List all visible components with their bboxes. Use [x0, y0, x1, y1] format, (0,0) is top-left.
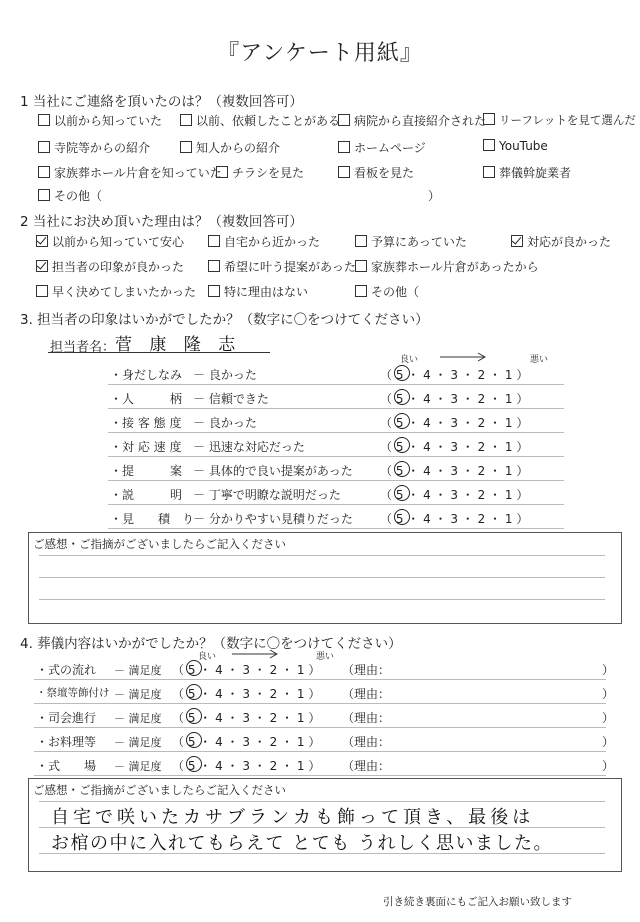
q4-comment-label: ご感想・ご指摘がございましたらご記入ください — [33, 783, 286, 797]
q1-option[interactable]: 以前から知っていた — [38, 112, 162, 129]
q1-option[interactable]: 葬儀斡旋業者 — [483, 164, 571, 181]
checkbox[interactable] — [208, 235, 220, 247]
q1-option[interactable]: リーフレットを見て選んだ — [483, 112, 636, 128]
q3-item-desc: － 具体的で良い提案があった — [193, 464, 353, 478]
q2-option[interactable]: 家族葬ホール片倉があったから — [355, 258, 539, 275]
q4-rating-scale[interactable]: （ 5 ・ 4 ・ 3 ・ 2 ・ 1 ） — [172, 735, 321, 749]
reason-label: （理由： — [342, 663, 391, 677]
q2-option[interactable]: 自宅から近かった — [208, 233, 320, 250]
q3-item-label: ・見 積 り — [110, 512, 195, 526]
checkbox[interactable] — [38, 141, 50, 153]
rating-circle-mark — [394, 509, 410, 525]
comment-line — [39, 801, 605, 802]
q3-good-label: 良い — [400, 355, 419, 365]
q1-option[interactable]: 病院から直接紹介された — [338, 112, 486, 129]
arrow-right-icon — [232, 649, 280, 659]
row-divider — [34, 775, 606, 776]
checkbox[interactable] — [208, 260, 220, 272]
staff-name-label: 担当者名： — [50, 340, 116, 355]
rating-circle-mark — [394, 365, 410, 381]
checkbox[interactable] — [338, 141, 350, 153]
checkbox[interactable] — [216, 166, 228, 178]
checkbox[interactable] — [483, 113, 495, 125]
q4-satisfaction: － 満足度 — [114, 760, 162, 773]
rating-circle-mark — [394, 389, 410, 405]
row-divider — [34, 751, 606, 752]
q4-satisfaction: － 満足度 — [114, 736, 162, 749]
q3-item-desc: － 迅速な対応だった — [193, 440, 305, 454]
footer-note: 引き続き裏面にもご記入お願い致します — [383, 896, 572, 908]
checkbox[interactable] — [483, 139, 495, 151]
q4-item-label: ・司会進行 — [36, 711, 97, 725]
checkbox-checked[interactable] — [36, 235, 48, 247]
q3-comment-box[interactable] — [28, 532, 622, 624]
checkbox[interactable] — [355, 285, 367, 297]
checkbox[interactable] — [180, 114, 192, 126]
q4-good-label: 良い — [198, 652, 217, 662]
q4-item-label: ・祭壇等飾付け — [36, 687, 110, 699]
rating-circle-mark — [394, 485, 410, 501]
q1-option-other[interactable]: その他（ — [38, 187, 102, 204]
checkbox[interactable] — [338, 114, 350, 126]
q3-item-label: ・説 明 — [110, 488, 183, 502]
q3-bad-label: 悪い — [530, 355, 549, 365]
q4-rating-scale[interactable]: （ 5 ・ 4 ・ 3 ・ 2 ・ 1 ） — [172, 759, 321, 773]
row-divider — [108, 528, 564, 529]
reason-close: ） — [602, 759, 615, 773]
row-divider — [108, 384, 564, 385]
q4-item-label: ・式の流れ — [36, 663, 97, 677]
q2-option[interactable]: 対応が良かった — [511, 233, 611, 250]
reason-label: （理由： — [342, 687, 391, 701]
q3-item-desc: － 丁寧で明瞭な説明だった — [193, 488, 341, 502]
comment-line — [39, 853, 605, 854]
rating-circle-mark — [394, 437, 410, 453]
checkbox-checked[interactable] — [511, 235, 523, 247]
q4-rating-scale[interactable]: （ 5 ・ 4 ・ 3 ・ 2 ・ 1 ） — [172, 663, 321, 677]
rating-circle-mark — [394, 413, 410, 429]
q4-satisfaction: － 満足度 — [114, 688, 162, 701]
checkbox[interactable] — [338, 166, 350, 178]
q3-item-label: ・提 案 — [110, 464, 183, 478]
q1-option[interactable]: YouTube — [483, 139, 548, 153]
q1-option[interactable]: チラシを見た — [216, 164, 304, 181]
q3-rating-scale[interactable]: （ 5 ・ 4 ・ 3 ・ 2 ・ 1 ） — [380, 464, 529, 478]
checkbox[interactable] — [355, 260, 367, 272]
comment-line — [39, 599, 605, 600]
q2-option[interactable]: 以前から知っていて安心 — [36, 233, 184, 250]
checkbox[interactable] — [38, 166, 50, 178]
rating-circle-mark — [394, 461, 410, 477]
q2-option[interactable]: 早く決めてしまいたかった — [36, 283, 196, 300]
rating-circle-mark — [186, 732, 202, 748]
row-divider — [108, 456, 564, 457]
row-divider — [108, 408, 564, 409]
q3-item-desc: － 良かった — [193, 416, 257, 430]
comment-line — [39, 555, 605, 556]
q1-option[interactable]: 以前、依頼したことがある — [180, 112, 340, 129]
q3-comment-label: ご感想・ご指摘がございましたらご記入ください — [33, 537, 286, 551]
comment-line — [39, 827, 605, 828]
comment-line — [39, 577, 605, 578]
q3-rating-scale[interactable]: （ 5 ・ 4 ・ 3 ・ 2 ・ 1 ） — [380, 512, 529, 526]
reason-label: （理由： — [342, 711, 391, 725]
q1-option[interactable]: 知人からの紹介 — [180, 139, 280, 156]
q3-rating-scale[interactable]: （ 5 ・ 4 ・ 3 ・ 2 ・ 1 ） — [380, 368, 529, 382]
checkbox[interactable] — [355, 235, 367, 247]
checkbox[interactable] — [38, 189, 50, 201]
reason-close: ） — [602, 663, 615, 677]
checkbox-checked[interactable] — [36, 260, 48, 272]
rating-circle-mark — [186, 756, 202, 772]
q2-option-other[interactable]: その他（ — [355, 283, 419, 300]
q3-rating-scale[interactable]: （ 5 ・ 4 ・ 3 ・ 2 ・ 1 ） — [380, 488, 529, 502]
q4-heading: 4. 葬儀内容はいかがでしたか？（数字に〇をつけてください） — [20, 636, 402, 652]
row-divider — [108, 504, 564, 505]
reason-label: （理由： — [342, 759, 391, 773]
q4-rating-scale[interactable]: （ 5 ・ 4 ・ 3 ・ 2 ・ 1 ） — [172, 711, 321, 725]
q4-satisfaction: － 満足度 — [114, 712, 162, 725]
page-title: 『アンケート用紙』 — [217, 41, 423, 66]
q3-item-label: ・対 応 速 度 — [110, 440, 182, 454]
row-divider — [108, 480, 564, 481]
reason-close: ） — [602, 735, 615, 749]
checkbox[interactable] — [180, 141, 192, 153]
q4-item-label: ・お料理等 — [36, 735, 97, 749]
q3-rating-scale[interactable]: （ 5 ・ 4 ・ 3 ・ 2 ・ 1 ） — [380, 392, 529, 406]
row-divider — [34, 727, 606, 728]
q3-heading: 3. 担当者の印象はいかがでしたか？（数字に〇をつけてください） — [20, 312, 429, 328]
q3-item-label: ・身だしなみ — [110, 368, 183, 382]
q3-rating-scale[interactable]: （ 5 ・ 4 ・ 3 ・ 2 ・ 1 ） — [380, 440, 529, 454]
q2-heading: 2 当社にお決め頂いた理由は？（複数回答可） — [20, 214, 303, 230]
q4-item-label: ・式 場 — [36, 759, 97, 773]
staff-name-handwritten: 菅 康 隆 志 — [115, 335, 242, 355]
handwritten-comment-line-2: お棺の中に入れてもらえて とても うれしく思いました。 — [51, 833, 553, 854]
q3-rating-scale[interactable]: （ 5 ・ 4 ・ 3 ・ 2 ・ 1 ） — [380, 416, 529, 430]
rating-circle-mark — [186, 660, 202, 676]
reason-label: （理由： — [342, 735, 391, 749]
q1-other-close: ） — [428, 189, 441, 203]
arrow-right-icon — [440, 352, 488, 362]
q3-item-desc: － 分かりやすい見積りだった — [193, 512, 353, 526]
reason-close: ） — [602, 711, 615, 725]
checkbox[interactable] — [38, 114, 50, 126]
handwritten-comment-line-1: 自宅で咲いたカサブランカも飾って頂き、最後は — [51, 807, 535, 828]
checkbox[interactable] — [36, 285, 48, 297]
q2-option[interactable]: 希望に叶う提案があった — [208, 258, 356, 275]
q3-item-label: ・接 客 態 度 — [110, 416, 182, 430]
q1-option[interactable]: 寺院等からの紹介 — [38, 139, 150, 156]
q4-comment-box[interactable] — [28, 778, 622, 872]
q1-option[interactable]: ホームページ — [338, 139, 426, 156]
q3-item-label: ・人 柄 — [110, 392, 183, 406]
q2-option[interactable]: 特に理由はない — [208, 283, 308, 300]
q3-item-desc: － 信頼できた — [193, 392, 269, 406]
rating-circle-mark — [186, 708, 202, 724]
checkbox[interactable] — [483, 166, 495, 178]
rating-circle-mark — [186, 684, 202, 700]
q1-option[interactable]: 看板を見た — [338, 164, 414, 181]
q1-heading: 1 当社にご連絡を頂いたのは？（複数回答可） — [20, 94, 303, 110]
checkbox[interactable] — [208, 285, 220, 297]
q4-rating-scale[interactable]: （ 5 ・ 4 ・ 3 ・ 2 ・ 1 ） — [172, 687, 321, 701]
q2-option[interactable]: 担当者の印象が良かった — [36, 258, 184, 275]
staff-name-underline — [48, 352, 270, 353]
q1-option[interactable]: 家族葬ホール片倉を知っていた — [38, 164, 222, 181]
q2-option[interactable]: 予算にあっていた — [355, 233, 467, 250]
row-divider — [34, 703, 606, 704]
q4-bad-label: 悪い — [316, 652, 335, 662]
row-divider — [108, 432, 564, 433]
row-divider — [34, 679, 606, 680]
q4-satisfaction: － 満足度 — [114, 664, 162, 677]
reason-close: ） — [602, 687, 615, 701]
q3-item-desc: － 良かった — [193, 368, 257, 382]
